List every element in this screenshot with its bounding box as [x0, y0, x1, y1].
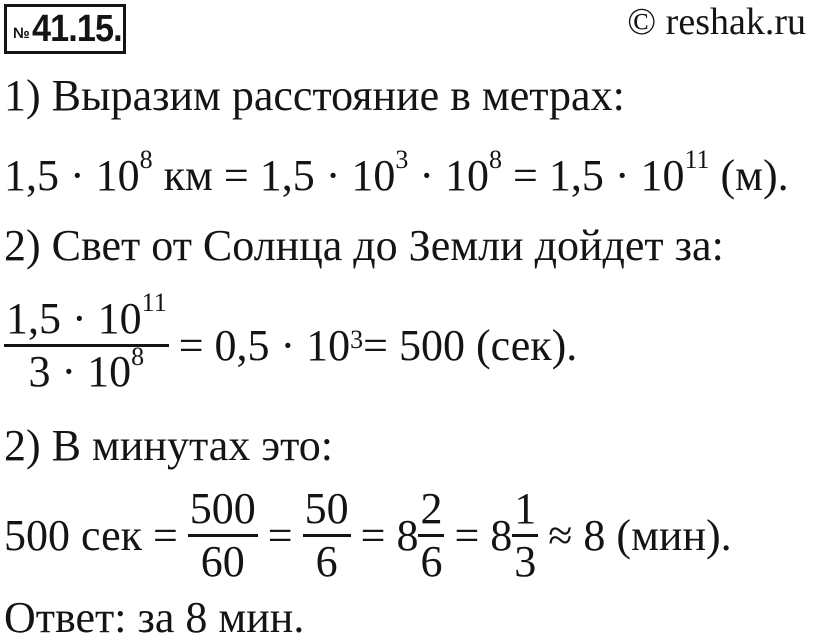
- problem-number: 41.15.: [31, 7, 122, 50]
- eq-part: = 8: [454, 511, 513, 561]
- step2-equation: $\frac{1,5 \cdot 10^{11}}{3 \cdot 10^8}$ = 0,5 · 10 $^3$ = 500 (сек).: [6, 288, 578, 397]
- eq-part: 1,5 · 10: [4, 151, 140, 200]
- eq-part: =: [267, 511, 293, 561]
- numerator-text: 1,5 · 10: [6, 294, 142, 343]
- eq-part: 500 сек =: [4, 511, 178, 561]
- exponent: 3: [395, 145, 409, 175]
- eq-part: ≈ 8 (мин).: [548, 511, 732, 561]
- eq-part: = 0,5 · 10: [178, 321, 351, 371]
- fraction-denominator: 6: [315, 537, 338, 587]
- fraction-denominator: [27, 341, 147, 397]
- exponent: 8: [131, 341, 145, 371]
- answer-line: Ответ: за 8 мин.: [4, 593, 305, 636]
- fraction-numerator: 500: [189, 484, 256, 533]
- fraction-numerator: [4, 288, 169, 343]
- exponent: 8: [489, 145, 502, 175]
- watermark: © reshak.ru: [627, 1, 806, 43]
- fraction-denominator: 3: [514, 537, 537, 587]
- step3-equation: [4, 486, 732, 585]
- exponent: 11: [141, 288, 167, 318]
- eq-part: = 500 (сек).: [363, 321, 578, 371]
- fraction: [303, 486, 351, 585]
- eq-part: км = 1,5 · 10: [152, 151, 396, 200]
- number-sign: №: [13, 24, 30, 42]
- eq-part: · 10: [408, 151, 489, 200]
- fraction-numerator: 50: [304, 484, 349, 533]
- eq-part: = 1,5 · 10: [502, 151, 685, 200]
- fraction-numerator: 1: [514, 484, 537, 533]
- step3-title: 2) В минутах это:: [4, 421, 333, 470]
- fraction-denominator: 6: [420, 537, 443, 587]
- exponent: 8: [139, 145, 153, 175]
- exponent: 11: [684, 145, 710, 175]
- problem-number-badge: [4, 4, 126, 54]
- step1-title: 1) Выразим расстояние в метрах:: [4, 71, 625, 120]
- denominator-text: 3 · 10: [28, 347, 132, 397]
- eq-part: (м).: [709, 151, 789, 200]
- step1-equation: [4, 145, 789, 201]
- fraction-numerator: 2: [420, 484, 443, 533]
- fraction: [418, 486, 444, 585]
- fraction: [4, 288, 169, 397]
- step2-title: 2) Свет от Солнца до Земли дойдет за:: [4, 221, 724, 270]
- fraction: [512, 486, 538, 585]
- fraction: [188, 486, 258, 585]
- eq-part: = 8: [360, 511, 419, 561]
- fraction-denominator: 60: [200, 537, 245, 587]
